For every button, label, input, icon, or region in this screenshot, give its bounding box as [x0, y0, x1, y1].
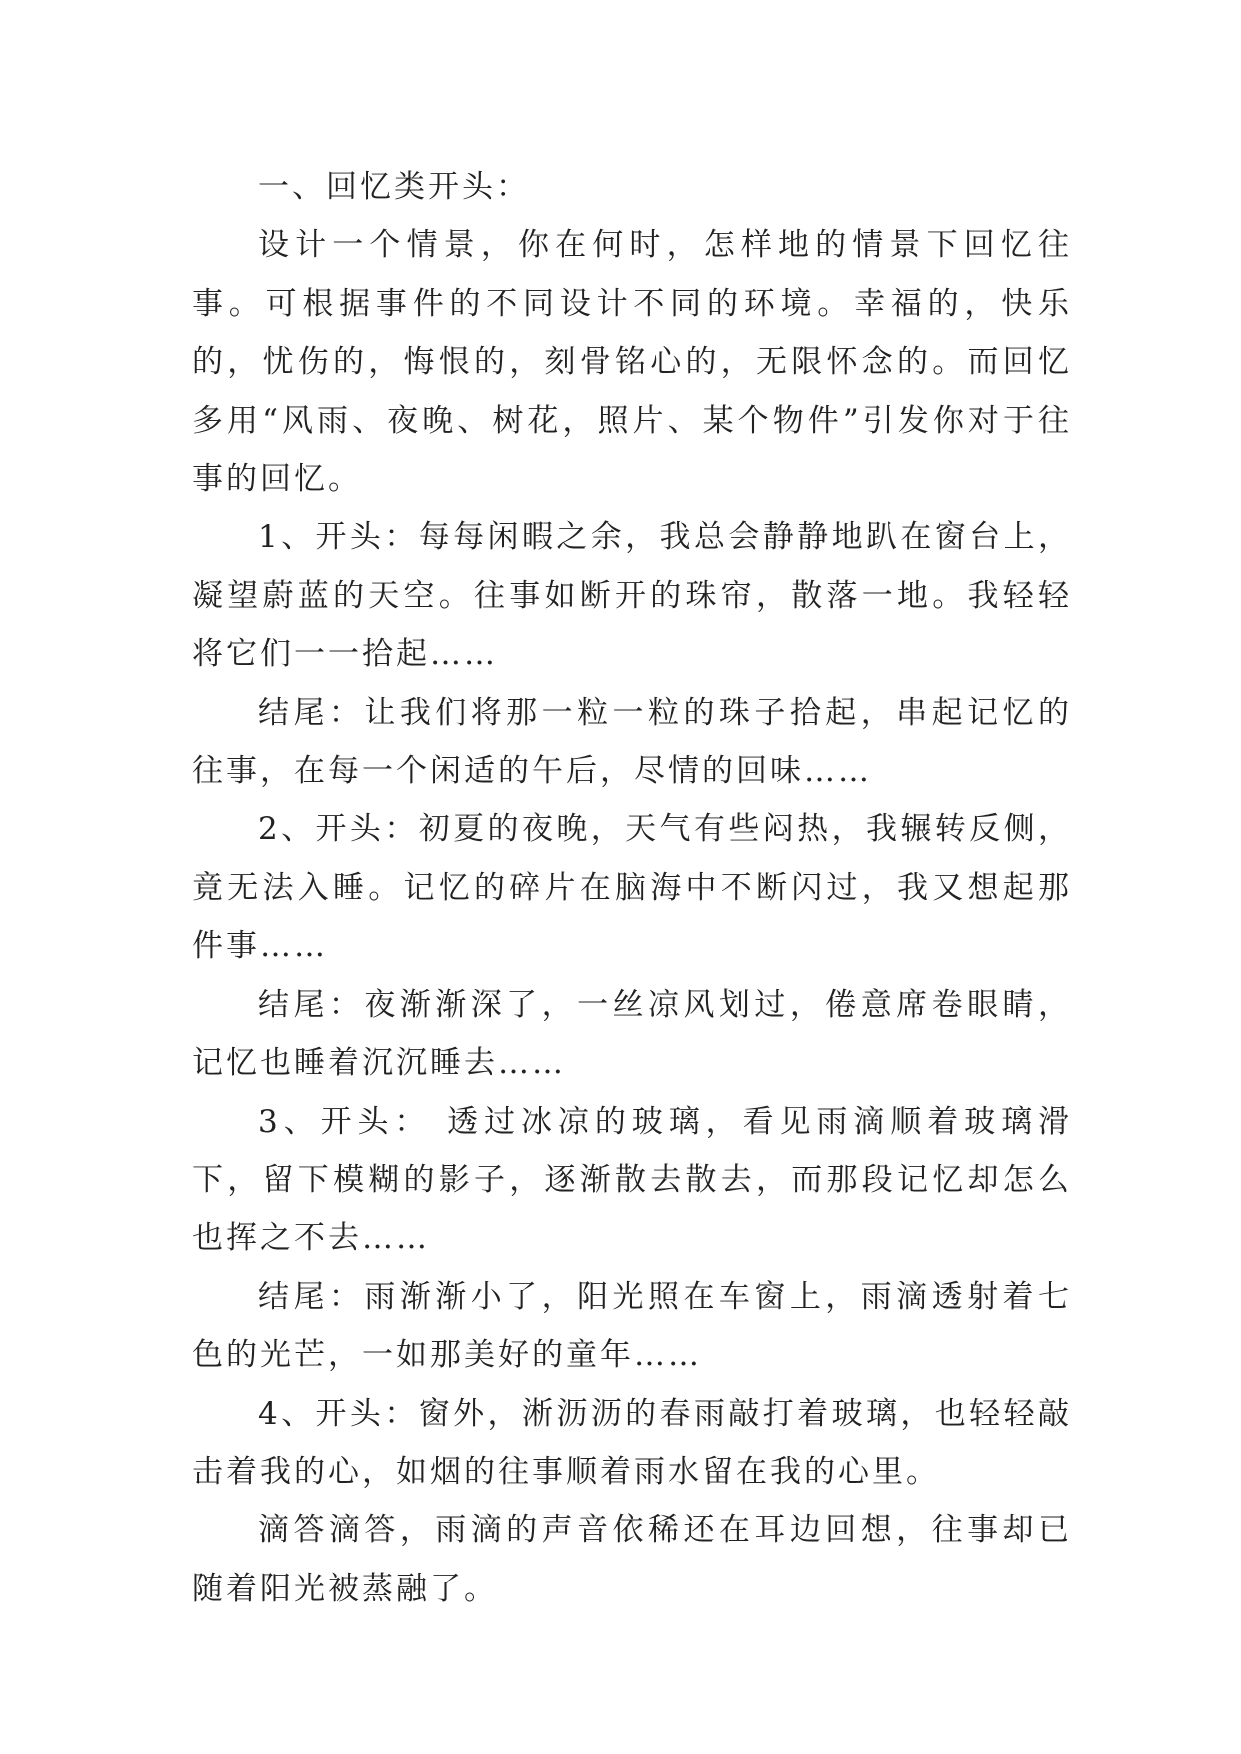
document-body: [192, 158, 1072, 1618]
section-heading: 一、回忆类开头：: [258, 169, 530, 205]
example-4-opening: 4、开头：窗外，淅沥沥的春雨敲打着玻璃，也轻轻敲击着我的心，如烟的往事顺着雨水留在我的心里。: [192, 1395, 1072, 1490]
example-1-opening: 1、开头：每每闲暇之余，我总会静静地趴在窗台上，凝望蔚蓝的天空。往事如断开的珠帘，散落一地。我轻轻将它们一一拾起……: [192, 519, 1072, 673]
example-2-opening: 2、开头：初夏的夜晚，天气有些闷热，我辗转反侧，竟无法入睡。记忆的碎片在脑海中不断闪过，我又想起那件事……: [192, 811, 1072, 965]
intro-paragraph: 设计一个情景，你在何时，怎样地的情景下回忆往事。可根据事件的不同设计不同的环境。幸福的，快乐的，忧伤的，悔恨的，刻骨铭心的，无限怀念的。而回忆多用“风雨、夜晚、树花，照片、某个物件”引发你对于往事的回忆。: [192, 227, 1072, 498]
example-3-opening: 3、开头： 透过冰凉的玻璃，看见雨滴顺着玻璃滑下，留下模糊的影子，逐渐散去散去，而那段记忆却怎么也挥之不去……: [192, 1103, 1072, 1257]
example-3-ending: 结尾：雨渐渐小了，阳光照在车窗上，雨滴透射着七色的光芒，一如那美好的童年……: [192, 1278, 1072, 1374]
example-2-ending: 结尾：夜渐渐深了，一丝凉风划过，倦意席卷眼睛，记忆也睡着沉沉睡去……: [192, 986, 1072, 1082]
example-4-ending: 滴答滴答，雨滴的声音依稀还在耳边回想，往事却已随着阳光被蒸融了。: [192, 1512, 1072, 1607]
example-1-ending: 结尾：让我们将那一粒一粒的珠子拾起，串起记忆的往事，在每一个闲适的午后，尽情的回味……: [192, 694, 1072, 790]
